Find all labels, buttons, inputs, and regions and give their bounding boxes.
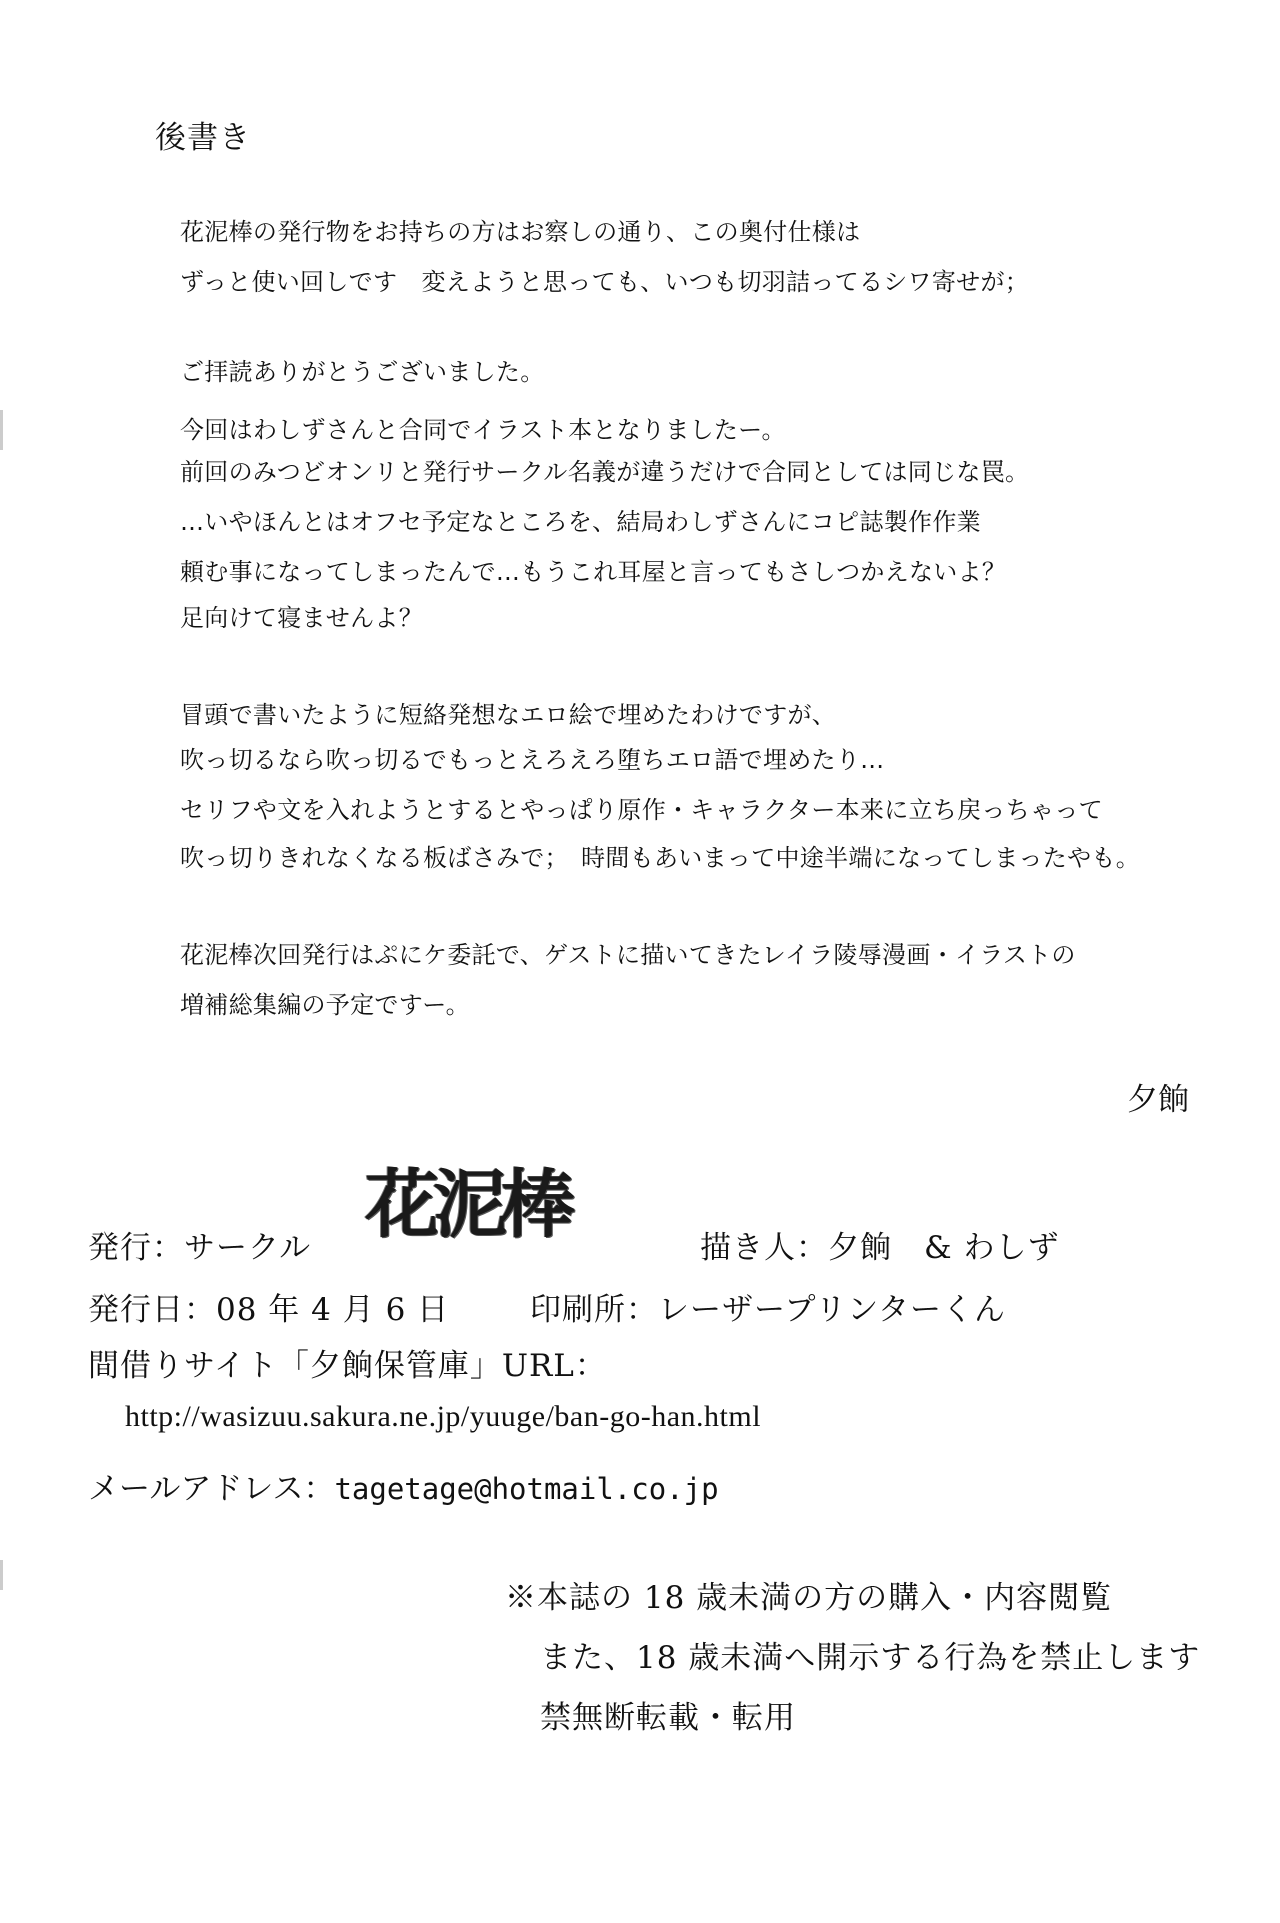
email-label: メールアドレス：	[88, 1471, 335, 1507]
afterword-line: 冒頭で書いたように短絡発想なエロ絵で埋めたわけですが、	[180, 701, 837, 729]
afterword-line: 吹っ切りきれなくなる板ばさみで； 時間もあいまって中途半端になってしまったやも。	[180, 844, 1140, 872]
afterword-heading: 後書き	[155, 120, 251, 156]
scan-mark	[0, 410, 3, 450]
scan-mark	[0, 1560, 3, 1590]
afterword-line: ご拝読ありがとうございました。	[180, 358, 545, 386]
afterword-line: 前回のみつどオンリと発行サークル名義が違うだけで合同としては同じな罠。	[180, 458, 1030, 486]
afterword-line: 足向けて寝ませんよ？	[180, 604, 423, 632]
site-label: 間借りサイト「夕餉保管庫」URL：	[88, 1348, 607, 1384]
email-row	[88, 1463, 719, 1508]
afterword-line: ずっと使い回しです 変えようと思っても、いつも切羽詰ってるシワ寄せが；	[180, 268, 1030, 296]
notice-line: 禁無断転載・転用	[540, 1700, 796, 1736]
circle-name-logo: 花泥棒	[365, 1162, 569, 1248]
afterword-line: …いやほんとはオフセ予定なところを、結局わしずさんにコピ誌製作作業	[180, 508, 981, 536]
afterword-line: 増補総集編の予定ですー。	[180, 991, 470, 1019]
afterword-line: 花泥棒の発行物をお持ちの方はお察しの通り、この奥付仕様は	[180, 218, 861, 246]
site-url: http://wasizuu.sakura.ne.jp/yuuge/ban-go-han.html	[125, 1400, 762, 1433]
notice-line: また、18 歳未満へ開示する行為を禁止します	[540, 1640, 1201, 1676]
email-address: tagetage@hotmail.co.jp	[334, 1472, 719, 1506]
publisher-label: 発行：サークル	[88, 1230, 312, 1266]
printer: 印刷所：レーザープリンターくん	[530, 1292, 1006, 1328]
artists: 描き人：夕餉 & わしず	[700, 1230, 1060, 1266]
notice-line: ※本誌の 18 歳未満の方の購入・内容閲覧	[505, 1580, 1113, 1616]
afterword-line: セリフや文を入れようとするとやっぱり原作・キャラクター本来に立ち戻っちゃって	[180, 796, 1103, 824]
afterword-line: 頼む事になってしまったんで…もうこれ耳屋と言ってもさしつかえないよ？	[180, 558, 1007, 586]
publish-date: 発行日：08 年 4 月 6 日	[88, 1292, 450, 1328]
afterword-line: 花泥棒次回発行はぷにケ委託で、ゲストに描いてきたレイラ陵辱漫画・イラストの	[180, 941, 1076, 969]
signature: 夕餉	[1127, 1082, 1189, 1118]
afterword-line: 吹っ切るなら吹っ切るでもっとえろえろ堕ちエロ語で埋めたり…	[180, 746, 885, 774]
afterword-line: 今回はわしずさんと合同でイラスト本となりましたー。	[180, 416, 786, 444]
